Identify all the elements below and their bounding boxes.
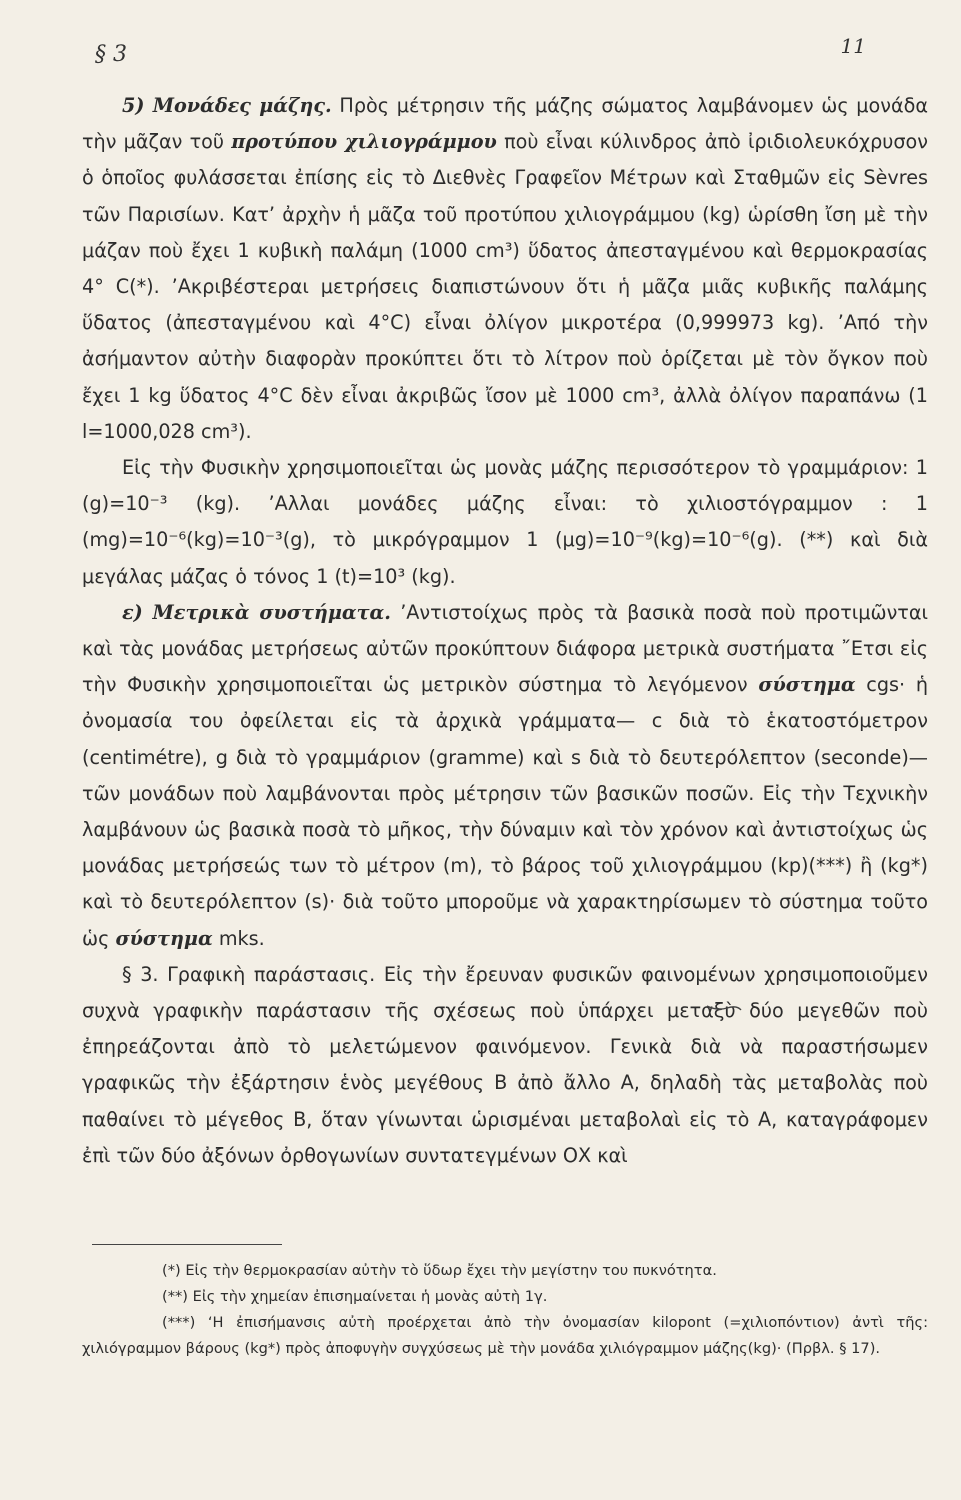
paragraph-mass-units	[82, 88, 928, 450]
heading-mass-units: 5) Μονάδες μάζης.	[122, 94, 332, 117]
paragraph-text: Πρὸς μέτρησιν τῆς μάζης σώματος λαμβάνομεν ὡς μονάδα τὴν μᾶζαν τοῦ	[82, 94, 928, 154]
footnote-1: (*) Εἰς τὴν θερμοκρασίαν αὐτὴν τὸ ὕδωρ ἔχει τὴν μεγίστην του πυκνότητα.	[162, 1262, 717, 1279]
page-header	[95, 34, 866, 82]
paragraph-physics-mass-units: Εἰς τὴν Φυσικὴν χρησιμοποιεῖται ὡς μονὰς μάζης περισσότερον τὸ γραμμάριον: 1 (g)=10⁻³ (kg). ’Αλλαι μονάδες μάζης εἶναι: τὸ χιλιοστόγραμμον : 1 (mg)=10⁻⁶(kg)=10⁻³(g), τὸ μικρόγραμμον 1 (μg)=10⁻⁹(kg)=10⁻⁶(g). (**) καὶ διὰ μεγάλας μάζας ὁ τόνος 1 (t)=10³ (kg).	[82, 456, 928, 588]
paragraph-graphical-representation: § 3. Γραφικὴ παράστασις. Εἰς τὴν ἔρευναν φυσικῶν φαινομένων χρησιμοποιοῦμεν συχνὰ γραφικὴν παράστασιν τῆς σχέσεως ποὺ ὑπάρχει μεταξὺ δύο μεγεθῶν ποὺ ἐπηρεάζονται ἀπὸ τὸ μελετώμενον φαινόμενον. Γενικὰ διὰ νὰ παραστήσωμεν γραφικῶς τὴν ἐξάρτησιν ἑνὸς μεγέθους Β ἀπὸ ἄλλο Α, δηλαδὴ τὰς μεταβολὰς ποὺ παθαίνει τὸ μέγεθος Β, ὅταν γίνωνται ὡρισμέναι μεταβολαὶ εἰς τὸ Α, καταγράφομεν ἐπὶ τῶν δύο ἀξόνων ὀρθογωνίων συντατεγμένων ΟΧ καὶ	[82, 962, 928, 1167]
footnote-separator	[92, 1244, 282, 1245]
page-number: 11	[840, 34, 866, 58]
footnotes	[82, 1258, 928, 1362]
paragraph-text: ’Αντιστοίχως πρὸς τὰ βασικὰ ποσὰ ποὺ προτιμῶνται καὶ τὰς μονάδας μετρήσεως αὐτῶν προκύπτουν διάφορα μετρικὰ συστήματα ῎Ετσι εἰς τὴν Φυσικὴν χρησιμοποιεῖται ὡς μετρικὸν σύστημα τὸ λεγόμενον	[82, 600, 928, 697]
paragraph-text: ποὺ εἶναι κύλινδρος ἀπὸ ἰριδιολευκόχρυσον ὁ ὁποῖος φυλάσσεται ἐπίσης εἰς τὸ Διεθνὲς Γραφεῖον Μέτρων καὶ Σταθμῶν εἰς Sèvres τῶν Παρισίων. Κατ’ ἀρχὴν ἡ μᾶζα τοῦ προτύπου χιλιογράμμου (kg) ὡρίσθη ἴση μὲ τὴν μάζαν ποὺ ἔχει 1 κυβικὴ παλάμη (1000 cm³) ὕδατος ἀπεσταγμένου καὶ θερμοκρασίας 4° C(*). ’Ακριβέστεραι μετρήσεις διαπιστώνουν ὅτι ἡ μᾶζα μιᾶς κυβικῆς παλάμης ὕδατος (ἀπεσταγμένου καὶ 4°C) εἶναι ὀλίγον μικροτέρα (0,999973 kg). ’Από τὴν ἀσήμαντον αὐτὴν διαφορὰν προκύπτει ὅτι τὸ λίτρον ποὺ ὁρίζεται μὲ τὸν ὄγκον ποὺ ἔχει 1 kg ὕδατος 4°C δὲν εἶναι ἀκριβῶς ἴσον μὲ 1000 cm³, ἀλλὰ ὀλίγον παραπάνω (1 l=1000,028 cm³).	[82, 130, 928, 443]
section-end-mark	[705, 1002, 743, 1012]
emphasis-prototype-kilogram: προτύπου χιλιογράμμου	[231, 130, 497, 154]
emphasis-system-cgs: σύστημα	[758, 673, 856, 697]
emphasis-system-mks: σύστημα	[115, 926, 213, 950]
footnote-2: (**) Εἰς τὴν χημείαν ἐπισημαίνεται ἡ μονὰς αὐτὴ 1γ.	[162, 1288, 548, 1305]
paragraph-metric-systems	[82, 595, 928, 957]
heading-metric-systems: ε) Μετρικὰ συστήματα.	[122, 600, 391, 624]
paragraph-text: mks.	[212, 926, 265, 950]
main-text	[82, 88, 928, 1174]
section-mark: § 3	[95, 42, 127, 67]
footnote-3: (***) ‘Η ἐπισήμανσις αὐτὴ προέρχεται ἀπὸ τὴν ὀνομασίαν kilopont (=χιλιοπόντιον) ἀντὶ τῆς: χιλιόγραμμον βάρους (kg*) πρὸς ἀποφυγὴν συγχύσεως μὲ τὴν μονάδα χιλιόγραμμον μάζης(kg)· (Πρβλ. § 17).	[82, 1314, 928, 1357]
paragraph-text: cgs· ἡ ὀνομασία του ὀφείλεται εἰς τὰ ἀρχικὰ γράμματα— c διὰ τὸ ἑκατοστόμετρον (centimétre), g διὰ τὸ γραμμάριον (gramme) καὶ s διὰ τὸ δευτερόλεπτον (seconde)— τῶν μονάδων ποὺ λαμβάνονται πρὸς μέτρησιν τῶν βασικῶν ποσῶν. Εἰς τὴν Τεχνικὴν λαμβάνουν ὡς βασικὰ ποσὰ τὸ μῆκος, τὴν δύναμιν καὶ τὸν χρόνον καὶ ἀντιστοίχως ὡς μονάδας μετρήσεώς των τὸ μέτρον (m), τὸ βάρος τοῦ χιλιογράμμου (kp)(***) ἢ (kg*) καὶ τὸ δευτερόλεπτον (s)· διὰ τοῦτο μποροῦμε νὰ χαρακτηρίσωμεν τὸ σύστημα τοῦτο ὡς	[82, 673, 929, 950]
